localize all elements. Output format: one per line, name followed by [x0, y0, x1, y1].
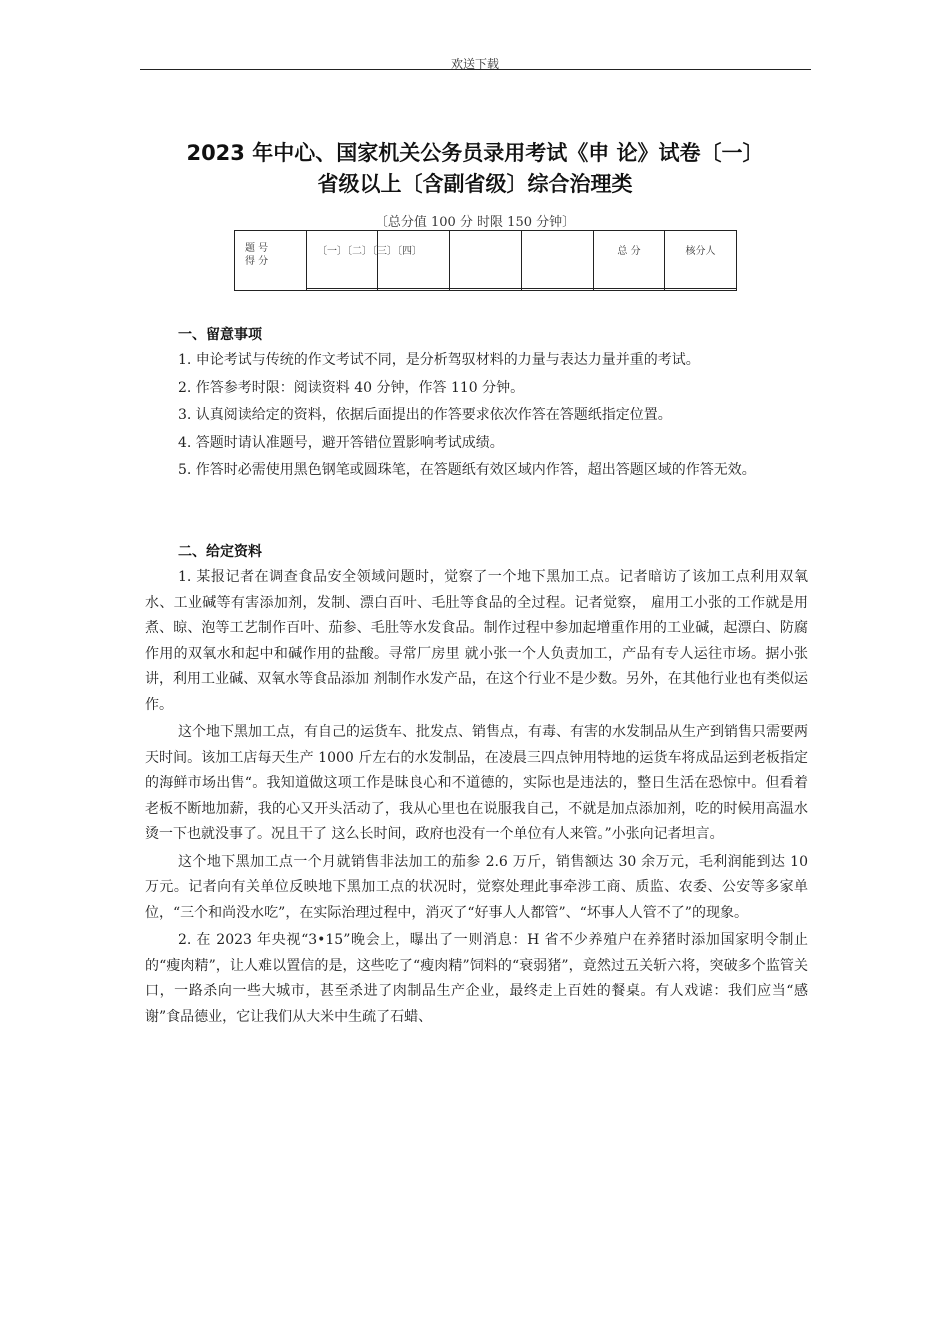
notice-heading: 一、留意事项 [178, 327, 262, 343]
notice-item: 1. 申论考试与传统的作文考试不同，是分析驾驭材料的力量与表达力量并重的考试。 [178, 352, 700, 368]
material-paragraph: 2. 在 2023 年央视“3•15”晚会上，曝出了一则消息：H 省不少养殖户在养猪时添加国家明令制止的“瘦肉精”，让人难以置信的是，这些吃了“瘦肉精”饲料的“衰弱猪”，竟然过五关斩六将，突破多个监管关口，一路杀向一些大城市，甚至杀进了肉制品生产企业，最终走上百姓的餐桌。有人戏谑：我们应当“感谢”食品德业，它让我们从大米中生疏了石蜡、 [145, 932, 808, 1025]
notice-item: 2. 作答参考时限：阅读资料 40 分钟，作答 110 分钟。 [178, 379, 525, 396]
score-table-cell [522, 288, 594, 290]
score-table-cell [594, 288, 665, 290]
score-table-cell [522, 231, 594, 289]
score-table-row-labels [235, 231, 307, 291]
document-subtitle: 〔总分值 100 分 时限 150 分钟〕 [374, 215, 576, 230]
materials-body [145, 565, 808, 1032]
notice-item: 5. 作答时必需使用黑色钢笔或圆珠笔，在答题纸有效区域内作答，超出答题区域的作答无效。 [178, 462, 756, 478]
document-title-line1: 2023 年中心、国家机关公务员录用考试《申 论》试卷〔一〕 [186, 141, 764, 165]
score-table-cell [450, 288, 522, 290]
score-table-cell [450, 231, 522, 289]
material-paragraph: 这个地下黑加工点一个月就销售非法加工的茄参 2.6 万斤，销售额达 30 余万元，毛利润能到达 10 万元。记者向有关单位反映地下黑加工点的状况时，觉察处理此事牵涉工商、质监、农委、公安等多家单位，“三个和尚没水吃”，在实际治理过程中，消灭了“好事人人都管”、“坏事人人管不了”的现象。 [145, 853, 808, 921]
notice-list [145, 348, 808, 486]
document-title-line2: 省级以上〔含副省级〕综合治理类 [317, 172, 633, 196]
page-header-text: 欢送下载 [450, 57, 499, 71]
score-table-cell [378, 231, 450, 289]
notice-item: 4. 答题时请认准题号，避开答错位置影响考试成绩。 [178, 434, 504, 451]
score-table-total-header: 总 分 [594, 231, 665, 289]
score-table-cell [307, 288, 378, 290]
score-table-section-header: 〔一〕〔二〕〔三〕〔四〕 [307, 231, 378, 289]
score-table-label-score: 得 分 [245, 256, 269, 267]
score-table-label-question: 题 号 [245, 243, 269, 254]
materials-heading: 二、给定资料 [178, 544, 262, 560]
notice-item: 3. 认真阅读给定的资料，依据后面提出的作答要求依次作答在答题纸指定位置。 [178, 407, 672, 423]
material-paragraph: 1. 某报记者在调查食品安全领域问题时，觉察了一个地下黑加工点。记者暗访了该加工点利用双氧水、工业碱等有害添加剂，发制、漂白百叶、毛肚等食品的全过程。记者觉察， 雇用工小张的工作就是用煮、晾、泡等工艺制作百叶、茄参、毛肚等水发食品。制作过程中参加起增重作用的工业碱，起漂白、防腐作用的双氧水和起中和碱作用的盐酸。寻常厂房里 就小张一个人负责加工，产品有专人运往市场。据小张讲，利用工业碱、双氧水等食品添加 剂制作水发产品，在这个行业不是少数。另外，在其他行业也有类似运作。 [145, 569, 808, 713]
header-divider [140, 69, 811, 70]
score-table [234, 230, 737, 291]
score-table-cell [665, 288, 737, 290]
score-table-cell [378, 288, 450, 290]
score-table-checker-header: 核分人 [665, 231, 737, 289]
material-paragraph: 这个地下黑加工点，有自己的运货车、批发点、销售点，有毒、有害的水发制品从生产到销售只需要两天时间。该加工店每天生产 1000 斤左右的水发制品，在凌晨三四点钟用特地的运货车将成品运到老板指定的海鲜市场出售“。我知道做这项工作是昧良心和不道德的，实际也是违法的，整日生活在恐惊中。但看着老板不断地加薪，我的心又开头活动了，我从心里也在说服我自己，不就是加点添加剂，吃的时候用高温水烫一下也就没事了。况且干了 这么长时间，政府也没有一个单位有人来管。”小张向记者坦言。 [145, 724, 808, 842]
